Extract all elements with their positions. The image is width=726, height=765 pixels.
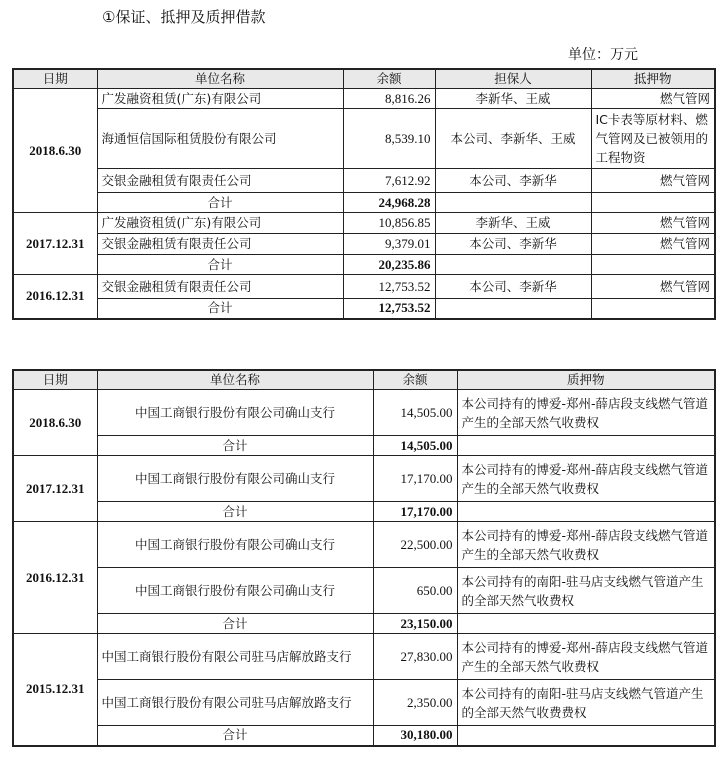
total-label: 合计 [97,614,373,634]
empty-cell [435,299,591,319]
total-label: 合计 [97,436,373,456]
total-label: 合计 [97,502,373,522]
guarantor-cell: 本公司、李新华、王威 [435,109,591,169]
total-value: 30,180.00 [373,726,457,746]
table-row [13,634,715,680]
table-row [13,169,715,193]
pledge-cell: 本公司持有的南阳-驻马店支线燃气管道产生的全部天然气收费权 [457,568,715,614]
empty-cell [435,255,591,275]
company-cell: 广发融资租赁(广东)有限公司 [97,89,343,109]
empty-cell [591,255,715,275]
total-value: 20,235.86 [343,255,435,275]
empty-cell [457,614,715,634]
balance-cell: 14,505.00 [373,390,457,436]
guarantor-cell: 李新华、王威 [435,213,591,234]
header-pledge: 质押物 [457,370,715,390]
company-cell: 交银金融租赁有限责任公司 [97,234,343,255]
company-cell: 交银金融租赁有限责任公司 [97,169,343,193]
total-row [13,726,715,746]
collateral-cell: IC卡表等原材料、燃气管网及已被领用的工程物资 [591,109,715,169]
company-cell: 中国工商银行股份有限公司驻马店解放路支行 [97,634,373,680]
date-cell: 2016.12.31 [13,522,97,634]
pledge-cell: 本公司持有的博爱-郑州-薛店段支线燃气管道产生的全部天然气收费权 [457,522,715,568]
total-label: 合计 [97,255,343,275]
guarantor-cell: 本公司、李新华 [435,169,591,193]
balance-cell: 8,539.10 [343,109,435,169]
total-row [13,436,715,456]
date-cell: 2017.12.31 [13,213,97,275]
total-value: 23,150.00 [373,614,457,634]
guarantor-cell: 本公司、李新华 [435,234,591,255]
balance-cell: 9,379.01 [343,234,435,255]
table-row [13,568,715,614]
company-cell: 交银金融租赁有限责任公司 [97,275,343,299]
table-row [13,109,715,169]
pledge-cell: 本公司持有的博爱-郑州-薛店段支线燃气管道产生的全部天然气收费权 [457,390,715,436]
balance-cell: 22,500.00 [373,522,457,568]
balance-cell: 17,170.00 [373,456,457,502]
company-cell: 中国工商银行股份有限公司确山支行 [97,390,373,436]
table-row [13,456,715,502]
total-row [13,299,715,319]
empty-cell [435,193,591,213]
collateral-cell: 燃气管网 [591,234,715,255]
total-row [13,255,715,275]
empty-cell [591,193,715,213]
total-row [13,193,715,213]
balance-cell: 10,856.85 [343,213,435,234]
collateral-cell: 燃气管网 [591,213,715,234]
table-row [13,390,715,436]
table-row [13,275,715,299]
unit-label: 单位：万元 [568,47,638,63]
section-title: ①保证、抵押及质押借款 [102,8,266,26]
header-date: 日期 [13,69,97,89]
empty-cell [591,299,715,319]
table-row [13,89,715,109]
total-value: 24,968.28 [343,193,435,213]
company-cell: 海通恒信国际租赁股份有限公司 [97,109,343,169]
header-date: 日期 [13,370,97,390]
empty-cell [457,502,715,522]
total-value: 17,170.00 [373,502,457,522]
total-label: 合计 [97,299,343,319]
header-company: 单位名称 [97,69,343,89]
table-row [13,234,715,255]
guarantor-cell: 李新华、王威 [435,89,591,109]
total-label: 合计 [97,193,343,213]
header-guarantor: 担保人 [435,69,591,89]
header-collateral: 抵押物 [591,69,715,89]
table-row [13,522,715,568]
pledge-cell: 本公司持有的博爱-郑州-薛店段支线燃气管道产生的全部天然气收费权 [457,634,715,680]
guarantor-cell: 本公司、李新华 [435,275,591,299]
table-header-row [13,370,715,390]
total-label: 合计 [97,726,373,746]
total-row [13,502,715,522]
company-cell: 中国工商银行股份有限公司驻马店解放路支行 [97,680,373,726]
empty-cell [457,726,715,746]
empty-cell [457,436,715,456]
header-balance: 余额 [373,370,457,390]
pledge-cell: 本公司持有的南阳-驻马店支线燃气管道产生的全部天然气收费费权 [457,680,715,726]
total-row [13,614,715,634]
total-value: 12,753.52 [343,299,435,319]
collateral-cell: 燃气管网 [591,169,715,193]
company-cell: 中国工商银行股份有限公司确山支行 [97,568,373,614]
date-cell: 2018.6.30 [13,390,97,456]
company-cell: 中国工商银行股份有限公司确山支行 [97,522,373,568]
date-cell: 2018.6.30 [13,89,97,213]
collateral-cell: 燃气管网 [591,275,715,299]
date-cell: 2017.12.31 [13,456,97,522]
total-value: 14,505.00 [373,436,457,456]
balance-cell: 8,816.26 [343,89,435,109]
date-cell: 2015.12.31 [13,634,97,746]
balance-cell: 7,612.92 [343,169,435,193]
table-header-row [13,69,715,89]
balance-cell: 12,753.52 [343,275,435,299]
table-row [13,680,715,726]
date-cell: 2016.12.31 [13,275,97,319]
balance-cell: 27,830.00 [373,634,457,680]
header-company: 单位名称 [97,370,373,390]
balance-cell: 650.00 [373,568,457,614]
header-balance: 余额 [343,69,435,89]
balance-cell: 2,350.00 [373,680,457,726]
company-cell: 广发融资租赁(广东)有限公司 [97,213,343,234]
company-cell: 中国工商银行股份有限公司确山支行 [97,456,373,502]
collateral-cell: 燃气管网 [591,89,715,109]
guarantee-mortgage-table [12,68,716,320]
table-row [13,213,715,234]
pledge-cell: 本公司持有的博爱-郑州-薛店段支线燃气管道产生的全部天然气收费权 [457,456,715,502]
pledge-table [12,369,716,747]
